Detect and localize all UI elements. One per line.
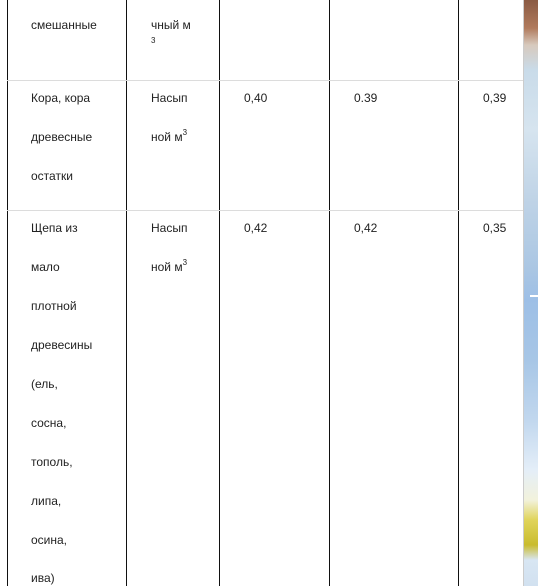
unit-cell-line: ной $м^3$ [151, 128, 188, 144]
unit-superscript-line: 3 [151, 36, 156, 45]
column-divider [329, 0, 330, 586]
value-cell: 0,39 [483, 91, 507, 105]
material-cell-line: тополь, [31, 455, 73, 469]
unit-cell-line: чный м [151, 18, 191, 32]
background-image-detail [530, 295, 538, 297]
unit-cell-line: Насып [151, 91, 188, 105]
material-cell-line: древесины [31, 338, 93, 352]
row-divider [7, 80, 523, 81]
material-cell-line: осина, [31, 533, 68, 547]
material-cell-line: (ель, [31, 377, 58, 391]
table-border-left [7, 0, 8, 586]
column-divider [126, 0, 127, 586]
material-cell-line: остатки [31, 169, 73, 183]
material-cell-line: липа, [31, 494, 62, 508]
material-cell-line: Кора, кора [31, 91, 91, 105]
row-divider [7, 210, 523, 211]
value-cell: 0.39 [354, 91, 378, 105]
material-cell-line: Щепа из [31, 221, 78, 235]
value-cell: 0,35 [483, 221, 507, 235]
unit-cell-line: ной $м^3$ [151, 258, 188, 274]
material-cell: смешанные [31, 18, 97, 32]
background-image-strip [524, 0, 538, 586]
unit-cell-line: Насып [151, 221, 188, 235]
value-cell: 0,42 [354, 221, 378, 235]
column-divider [219, 0, 220, 586]
material-cell-line: плотной [31, 299, 77, 313]
material-cell-line: мало [31, 260, 60, 274]
column-divider [458, 0, 459, 586]
value-cell: 0,40 [244, 91, 268, 105]
material-cell-line: древесные [31, 130, 93, 144]
material-cell-line: сосна, [31, 416, 67, 430]
material-cell-line: ива) [31, 571, 55, 585]
value-cell: 0,42 [244, 221, 268, 235]
